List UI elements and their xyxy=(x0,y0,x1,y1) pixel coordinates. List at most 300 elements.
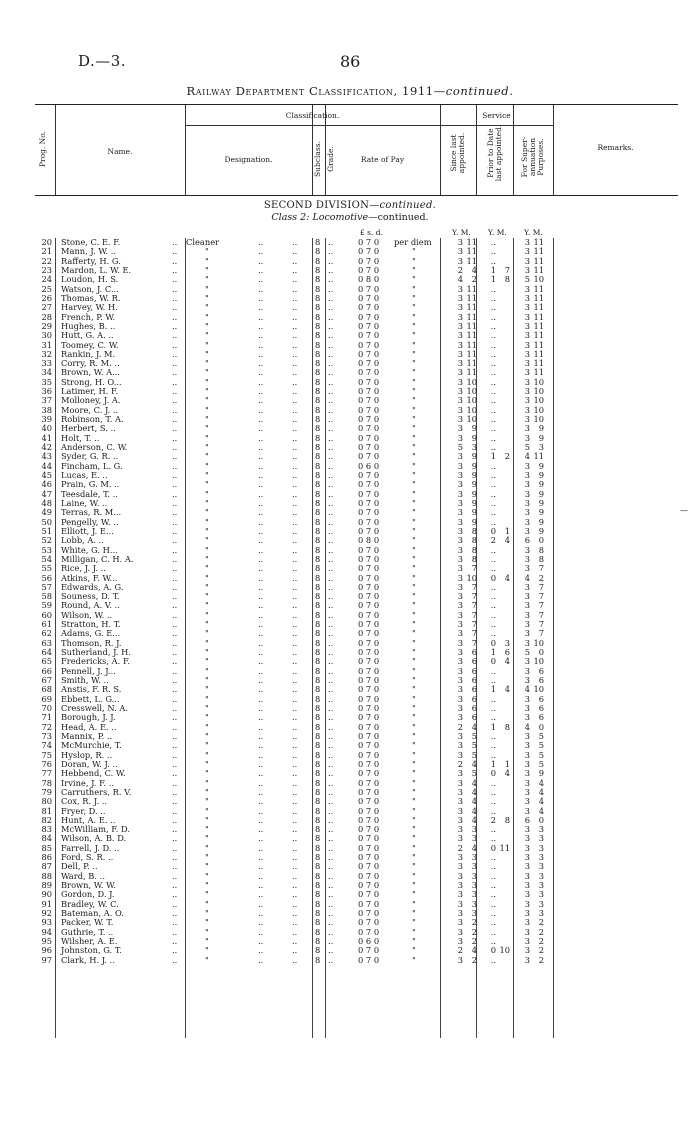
leader-dots: .. xyxy=(172,404,178,415)
grade-value: .. xyxy=(328,283,334,294)
since-last-value-years: 3 xyxy=(457,954,463,965)
leader-dots: .. xyxy=(292,870,298,881)
subclass-value: 8 xyxy=(315,684,321,695)
prog-number: 38 xyxy=(41,404,52,415)
prog-number: 55 xyxy=(41,563,52,574)
prior-value-years: 1 xyxy=(490,684,496,695)
employee-name: Ford, S. R. .. xyxy=(61,852,114,863)
leader-dots: .. xyxy=(172,768,178,779)
leader-dots: .. xyxy=(258,525,264,536)
superannuation-value-years: 3 xyxy=(524,488,530,499)
prior-value-years: .. xyxy=(490,358,496,369)
subclass-value: 8 xyxy=(315,796,321,807)
leader-dots: .. xyxy=(258,264,264,275)
prior-value-months: 2 xyxy=(504,451,510,462)
rate-value: 0 7 0 xyxy=(358,954,380,965)
prog-number: 88 xyxy=(41,870,52,881)
since-last-value xyxy=(453,247,483,256)
leader-dots: .. xyxy=(172,619,178,630)
superannuation-value-months: 6 xyxy=(538,693,544,704)
table-row xyxy=(0,247,700,256)
rate-value: 0 7 0 xyxy=(358,758,380,769)
leader-dots: .. xyxy=(172,535,178,546)
rate-value: 0 7 0 xyxy=(358,777,380,788)
ditto-mark: " xyxy=(205,591,209,602)
leader-dots: .. xyxy=(172,880,178,891)
leader-dots: .. xyxy=(172,302,178,313)
superannuation-value-months: 0 xyxy=(538,814,544,825)
grade-value: .. xyxy=(328,703,334,713)
since-last-value-months: 3 xyxy=(471,880,477,891)
since-last-value-months: 7 xyxy=(471,581,477,592)
leader-dots: .. xyxy=(172,488,178,499)
superannuation-value-years: 3 xyxy=(524,497,530,508)
subclass-value: 8 xyxy=(315,637,321,648)
ditto-mark: " xyxy=(412,367,416,378)
subclass-value: 8 xyxy=(315,339,321,350)
since-last-value-years: 3 xyxy=(457,898,463,909)
leader-dots: .. xyxy=(258,367,264,378)
pay-units: £ s. d. xyxy=(360,228,383,237)
table-row xyxy=(0,713,700,722)
leader-dots: .. xyxy=(292,833,298,844)
table-row xyxy=(0,331,700,340)
ditto-mark: " xyxy=(412,423,416,434)
since-last-value-months: 9 xyxy=(471,507,477,518)
since-last-value-years: 3 xyxy=(457,656,463,667)
prog-number: 66 xyxy=(41,665,52,676)
leader-dots: .. xyxy=(258,470,264,480)
ditto-mark: " xyxy=(205,488,209,499)
subclass-value: 8 xyxy=(315,302,321,313)
subclass-value: 8 xyxy=(315,665,321,676)
employee-name: Hughes, B. .. xyxy=(61,320,116,331)
employee-name: Gordon, D. J. xyxy=(61,889,115,900)
leader-dots: .. xyxy=(292,619,298,630)
subclass-value: 8 xyxy=(315,740,321,751)
grade-value: .. xyxy=(328,889,334,900)
employee-name: Lobb, A. .. xyxy=(61,535,104,546)
since-last-value-years: 3 xyxy=(457,740,463,751)
ditto-mark: " xyxy=(205,805,209,816)
leader-dots: .. xyxy=(172,954,178,965)
leader-dots: .. xyxy=(292,348,298,359)
superannuation-value-months: 9 xyxy=(538,497,544,508)
superannuation-value-months: 11 xyxy=(533,283,544,294)
employee-name: Strong, H. O... xyxy=(61,376,122,387)
superannuation-value-months: 0 xyxy=(538,535,544,546)
leader-dots: .. xyxy=(172,842,178,853)
ditto-mark: " xyxy=(412,395,416,406)
employee-name: Terras, R. M... xyxy=(61,507,122,518)
leader-dots: .. xyxy=(292,880,298,891)
since-last-value xyxy=(453,536,483,545)
leader-dots: .. xyxy=(172,721,178,732)
table-row xyxy=(0,918,700,927)
since-last-value-years: 3 xyxy=(457,255,463,266)
ditto-mark: " xyxy=(205,758,209,769)
leader-dots: .. xyxy=(172,395,178,406)
ditto-mark: " xyxy=(205,880,209,891)
subclass-value: 8 xyxy=(315,246,321,257)
leader-dots: .. xyxy=(292,255,298,266)
subclass-value: 8 xyxy=(315,721,321,732)
prior-value-years: .. xyxy=(490,936,496,946)
leader-dots: .. xyxy=(292,898,298,909)
leader-dots: .. xyxy=(258,703,264,713)
table-row xyxy=(0,564,700,573)
since-last-value-years: 3 xyxy=(457,358,463,369)
prog-number: 33 xyxy=(41,358,52,369)
rate-value: 0 7 0 xyxy=(358,246,380,257)
employee-name: Clark, H. J. .. xyxy=(61,954,115,965)
superannuation-value-years: 3 xyxy=(524,665,530,676)
since-last-value-months: 7 xyxy=(471,563,477,574)
superannuation-value-years: 3 xyxy=(524,302,530,313)
table-row xyxy=(0,853,700,862)
table-header xyxy=(35,104,678,196)
ditto-mark: " xyxy=(412,889,416,900)
superannuation-value-years: 3 xyxy=(524,507,530,518)
leader-dots: .. xyxy=(258,647,264,658)
leader-dots: .. xyxy=(292,442,298,453)
superannuation-value xyxy=(520,741,550,750)
prior-value-months: 8 xyxy=(504,274,510,285)
since-last-value-years: 3 xyxy=(457,320,463,331)
division-suffix: —continued. xyxy=(369,200,437,211)
superannuation-value-months: 9 xyxy=(538,507,544,518)
since-last-value-months: 9 xyxy=(471,488,477,499)
prior-value-months: 1 xyxy=(504,758,510,769)
subclass-value: 8 xyxy=(315,591,321,602)
subclass-value: 8 xyxy=(315,423,321,434)
prior-value-years: .. xyxy=(490,442,496,453)
prog-number: 39 xyxy=(41,414,52,425)
grade-value: .. xyxy=(328,367,334,378)
ditto-mark: " xyxy=(412,805,416,816)
superannuation-value xyxy=(520,452,550,461)
prior-value-years: .. xyxy=(490,749,496,760)
rate-value: 0 7 0 xyxy=(358,609,380,620)
grade-heading: Grade. xyxy=(326,146,335,172)
prior-value-years: .. xyxy=(490,348,496,359)
leader-dots: .. xyxy=(258,656,264,667)
ditto-mark: " xyxy=(205,507,209,518)
employee-name: Cresswell, N. A. xyxy=(61,703,128,713)
subclass-value: 8 xyxy=(315,535,321,546)
since-last-value-years: 3 xyxy=(457,628,463,639)
since-last-value-years: 3 xyxy=(457,339,463,350)
employee-name: Johnston, G. T. xyxy=(61,945,122,956)
since-last-value-years: 3 xyxy=(457,563,463,574)
superannuation-value-months: 3 xyxy=(538,824,544,835)
grade-value: .. xyxy=(328,535,334,546)
grade-value: .. xyxy=(328,926,334,937)
employee-name: Lucas, E. .. xyxy=(61,470,108,480)
prog-number: 94 xyxy=(41,926,52,937)
since-last-value-years: 3 xyxy=(457,488,463,499)
ditto-mark: " xyxy=(412,470,416,480)
leader-dots: .. xyxy=(258,936,264,946)
since-last-value-months: 5 xyxy=(471,740,477,751)
ditto-mark: " xyxy=(205,833,209,844)
ditto-mark: " xyxy=(205,479,209,490)
grade-value: .. xyxy=(328,479,334,490)
ditto-mark: " xyxy=(412,936,416,946)
leader-dots: .. xyxy=(292,721,298,732)
leader-dots: .. xyxy=(258,954,264,965)
subclass-value: 8 xyxy=(315,768,321,779)
rate-value: 0 7 0 xyxy=(358,852,380,863)
superannuation-value-months: 9 xyxy=(538,488,544,499)
since-last-value-months: 2 xyxy=(471,954,477,965)
ditto-mark: " xyxy=(205,302,209,313)
subclass-value: 8 xyxy=(315,852,321,863)
ditto-mark: " xyxy=(412,497,416,508)
superannuation-value-years: 5 xyxy=(524,442,530,453)
grade-value: .. xyxy=(328,255,334,266)
superannuation-value-months: 11 xyxy=(533,348,544,359)
leader-dots: .. xyxy=(292,954,298,965)
ditto-mark: " xyxy=(412,591,416,602)
since-last-value-months: 11 xyxy=(466,367,477,378)
superannuation-value-years: 3 xyxy=(524,339,530,350)
grade-value: .. xyxy=(328,497,334,508)
leader-dots: .. xyxy=(292,302,298,313)
grade-value: .. xyxy=(328,861,334,872)
rate-value: 0 7 0 xyxy=(358,497,380,508)
rate-value: 0 7 0 xyxy=(358,572,380,583)
rate-value: 0 7 0 xyxy=(358,302,380,313)
since-last-value-months: 10 xyxy=(466,386,477,397)
since-last-value-months: 3 xyxy=(471,824,477,835)
since-last-value xyxy=(453,508,483,517)
rate-value: 0 8 0 xyxy=(358,274,380,285)
since-last-value-years: 3 xyxy=(457,814,463,825)
grade-value: .. xyxy=(328,609,334,620)
rate-value: 0 7 0 xyxy=(358,675,380,686)
superannuation-value-months: 9 xyxy=(538,432,544,443)
superannuation-value-years: 3 xyxy=(524,833,530,844)
ditto-mark: " xyxy=(205,581,209,592)
since-last-value-months: 2 xyxy=(471,936,477,946)
subclass-value: 8 xyxy=(315,460,321,471)
since-last-value-years: 3 xyxy=(457,451,463,462)
ditto-mark: " xyxy=(205,311,209,322)
since-units: Y. M. xyxy=(452,228,471,237)
prior-value-years: .. xyxy=(490,880,496,891)
employee-name: Head, A. E. .. xyxy=(61,721,117,732)
superannuation-value-years: 3 xyxy=(524,600,530,611)
prog-number: 40 xyxy=(41,423,52,434)
prior-value-years: .. xyxy=(490,470,496,480)
since-last-value-months: 8 xyxy=(471,525,477,536)
subclass-value: 8 xyxy=(315,386,321,397)
leader-dots: .. xyxy=(258,386,264,397)
leader-dots: .. xyxy=(292,861,298,872)
superannuation-value-months: 9 xyxy=(538,460,544,471)
leader-dots: .. xyxy=(172,507,178,518)
since-last-value-years: 3 xyxy=(457,749,463,760)
subclass-value: 8 xyxy=(315,479,321,490)
ditto-mark: " xyxy=(412,730,416,741)
since-last-value-months: 4 xyxy=(471,796,477,807)
subclass-value: 8 xyxy=(315,442,321,453)
superannuation-value-months: 5 xyxy=(538,740,544,751)
employee-name: Sutherland, J. H. xyxy=(61,647,131,658)
ditto-mark: " xyxy=(412,516,416,527)
grade-value: .. xyxy=(328,656,334,667)
leader-dots: .. xyxy=(292,693,298,704)
table-row xyxy=(0,480,700,489)
superannuation-value-years: 3 xyxy=(524,712,530,723)
prior-value-years: .. xyxy=(490,805,496,816)
superannuation-value-years: 3 xyxy=(524,544,530,555)
since-last-value-months: 3 xyxy=(471,861,477,872)
prog-number: 78 xyxy=(41,777,52,788)
ditto-mark: " xyxy=(205,367,209,378)
ditto-mark: " xyxy=(412,442,416,453)
superannuation-value-years: 3 xyxy=(524,852,530,863)
prog-number: 29 xyxy=(41,320,52,331)
since-last-value-months: 7 xyxy=(471,591,477,602)
leader-dots: .. xyxy=(292,889,298,900)
ditto-mark: " xyxy=(412,358,416,369)
ditto-mark: " xyxy=(205,637,209,648)
ditto-mark: " xyxy=(205,889,209,900)
leader-dots: .. xyxy=(292,525,298,536)
superannuation-value-months: 10 xyxy=(533,414,544,425)
employee-name: Cox, R. J. .. xyxy=(61,796,108,807)
employee-name: Pennell, J. J... xyxy=(61,665,116,676)
leader-dots: .. xyxy=(172,740,178,751)
since-last-value xyxy=(453,918,483,927)
leader-dots: .. xyxy=(172,637,178,648)
since-last-value-months: 4 xyxy=(471,758,477,769)
superannuation-value-years: 3 xyxy=(524,283,530,294)
grade-value: .. xyxy=(328,824,334,835)
leader-dots: .. xyxy=(258,237,264,247)
subclass-heading: Subclass. xyxy=(313,141,322,177)
grade-value: .. xyxy=(328,758,334,769)
superannuation-value xyxy=(520,713,550,722)
prog-number: 26 xyxy=(41,292,52,303)
prog-number: 81 xyxy=(41,805,52,816)
superannuation-value-months: 3 xyxy=(538,880,544,891)
prog-number: 30 xyxy=(41,330,52,341)
prior-value-years: .. xyxy=(490,628,496,639)
ditto-mark: " xyxy=(412,824,416,835)
leader-dots: .. xyxy=(292,805,298,816)
leader-dots: .. xyxy=(292,842,298,853)
superannuation-value xyxy=(520,956,550,965)
superannuation-value-years: 3 xyxy=(524,936,530,946)
superannuation-value xyxy=(520,685,550,694)
rate-value: 0 7 0 xyxy=(358,525,380,536)
prog-number: 71 xyxy=(41,712,52,723)
prog-number: 68 xyxy=(41,684,52,695)
prior-value-years: .. xyxy=(490,283,496,294)
title-text: Railway Department Classification, 1911 xyxy=(186,84,434,98)
leader-dots: .. xyxy=(258,758,264,769)
superannuation-value-years: 3 xyxy=(524,246,530,257)
ditto-mark: " xyxy=(205,553,209,564)
superannuation-value-years: 3 xyxy=(524,870,530,881)
superannuation-value-months: 5 xyxy=(538,758,544,769)
ditto-mark: " xyxy=(412,637,416,648)
superannuation-value-years: 3 xyxy=(524,954,530,965)
since-last-value-months: 3 xyxy=(471,442,477,453)
ditto-mark: " xyxy=(412,563,416,574)
prog-number: 27 xyxy=(41,302,52,313)
ditto-mark: " xyxy=(205,264,209,275)
ditto-mark: " xyxy=(412,861,416,872)
superannuation-value-months: 4 xyxy=(538,796,544,807)
superannuation-value-years: 3 xyxy=(524,386,530,397)
since-last-value-months: 10 xyxy=(466,572,477,583)
leader-dots: .. xyxy=(258,432,264,443)
prog-number: 84 xyxy=(41,833,52,844)
since-last-value-years: 3 xyxy=(457,908,463,919)
superannuation-value xyxy=(520,769,550,778)
since-last-value-years: 3 xyxy=(457,525,463,536)
grade-value: .. xyxy=(328,488,334,499)
rate-value: 0 7 0 xyxy=(358,619,380,630)
subclass-value: 8 xyxy=(315,842,321,853)
prior-value-years: .. xyxy=(490,339,496,350)
ditto-mark: " xyxy=(412,246,416,257)
since-last-value-months: 4 xyxy=(471,786,477,797)
grade-value: .. xyxy=(328,395,334,406)
ditto-mark: " xyxy=(412,740,416,751)
prior-value-years: 0 xyxy=(490,945,496,956)
ditto-mark: " xyxy=(412,619,416,630)
since-last-value-years: 3 xyxy=(457,870,463,881)
prog-number: 46 xyxy=(41,479,52,490)
grade-value: .. xyxy=(328,712,334,723)
grade-value: .. xyxy=(328,796,334,807)
ditto-mark: " xyxy=(205,768,209,779)
prog-number: 73 xyxy=(41,730,52,741)
leader-dots: .. xyxy=(172,898,178,909)
leader-dots: .. xyxy=(292,637,298,648)
employee-name: Wilson, A. B. D. xyxy=(61,833,127,844)
leader-dots: .. xyxy=(258,917,264,928)
leader-dots: .. xyxy=(172,730,178,741)
employee-name: Edwards, A. G. xyxy=(61,581,124,592)
since-last-value-months: 6 xyxy=(471,712,477,723)
prior-value-months: 8 xyxy=(504,721,510,732)
superannuation-value-years: 3 xyxy=(524,898,530,909)
ditto-mark: " xyxy=(412,264,416,275)
leader-dots: .. xyxy=(292,553,298,564)
ditto-mark: " xyxy=(412,600,416,611)
rate-value: 0 7 0 xyxy=(358,563,380,574)
ditto-mark: " xyxy=(412,647,416,658)
grade-value: .. xyxy=(328,442,334,453)
superannuation-value-months: 3 xyxy=(538,852,544,863)
prior-value-years: .. xyxy=(490,675,496,686)
rate-value: 0 7 0 xyxy=(358,870,380,881)
since-last-value-months: 9 xyxy=(471,432,477,443)
since-last-value xyxy=(453,480,483,489)
leader-dots: .. xyxy=(172,237,178,247)
employee-name: Souness, D. T. xyxy=(61,591,120,602)
prior-value-years: .. xyxy=(490,861,496,872)
prior-value-years: .. xyxy=(490,824,496,835)
superannuation-value-months: 7 xyxy=(538,628,544,639)
since-last-value-years: 3 xyxy=(457,507,463,518)
